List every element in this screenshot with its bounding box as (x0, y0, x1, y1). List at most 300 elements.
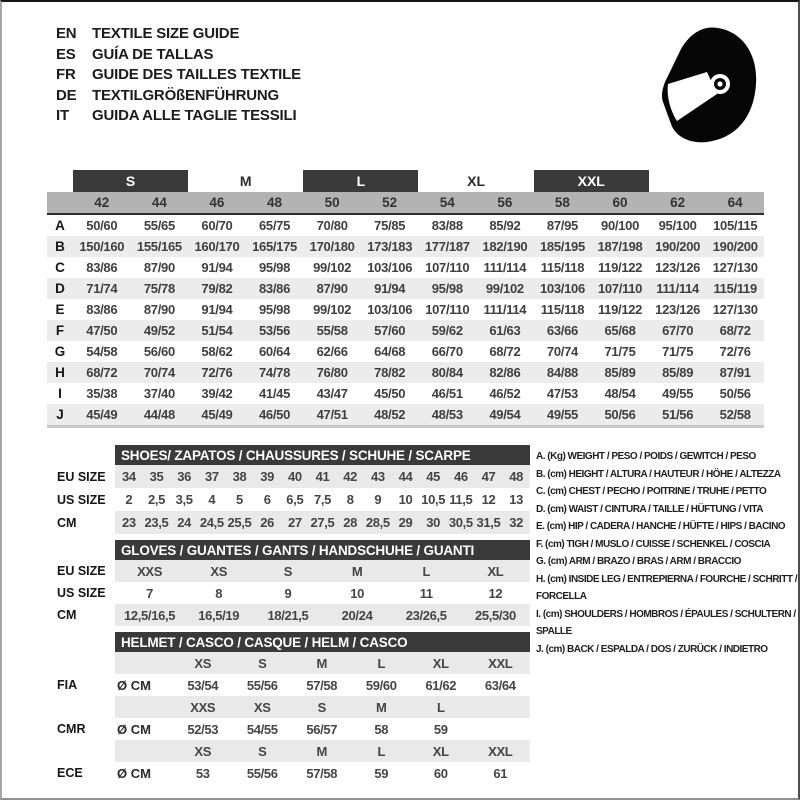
value-cell: 29 (398, 515, 413, 530)
size-cell: XL (432, 655, 449, 671)
value-cell: 13 (509, 492, 524, 507)
row-label: CM (57, 515, 77, 530)
measure-cell: 44/48 (143, 407, 175, 422)
measure-cell: 78/82 (374, 365, 406, 380)
language-row (56, 65, 301, 86)
size-group-xl: XL (467, 173, 486, 189)
numeric-size-cell: 42 (94, 195, 110, 210)
measure-cell: 75/85 (374, 218, 406, 233)
value-cell: 44 (398, 469, 413, 484)
measure-cell: 80/84 (431, 365, 463, 380)
table-bottom-border (47, 425, 764, 428)
measure-cell: 83/88 (431, 218, 463, 233)
numeric-size-spacer (47, 192, 73, 213)
size-group-l: L (303, 170, 418, 192)
numeric-size-cell: 52 (382, 195, 398, 210)
measure-cell: 47/50 (86, 323, 118, 338)
measure-cell: 177/187 (424, 239, 470, 254)
measure-cell: 95/98 (259, 302, 291, 317)
measure-cell: 41/45 (259, 386, 291, 401)
value-cell: 60 (433, 765, 448, 781)
row-label: CM (57, 608, 77, 622)
measure-cell: 66/70 (431, 344, 463, 359)
value-cell: 56/57 (306, 721, 338, 737)
helmet-icon (652, 24, 764, 151)
measure-cell: 170/180 (309, 239, 355, 254)
value-cell: 9 (284, 585, 292, 601)
value-cell: 47 (481, 469, 496, 484)
measure-cell: 74/78 (259, 365, 291, 380)
size-cell: XXS (190, 699, 216, 715)
measure-cell: 61/63 (489, 323, 521, 338)
measure-cell: 111/114 (483, 302, 527, 317)
subtable-row (57, 465, 530, 488)
measure-cell: 50/60 (86, 218, 118, 233)
numeric-size-cell: 48 (267, 195, 283, 210)
value-cell: 35 (149, 469, 164, 484)
size-group-s: S (73, 170, 188, 192)
title-spacer (57, 445, 115, 465)
measure-cell: 127/130 (712, 302, 758, 317)
row-cells (115, 511, 530, 534)
standard-label: FIA (57, 678, 78, 692)
helmet-size-row (57, 696, 530, 718)
numeric-size-cell: 54 (439, 195, 455, 210)
title-spacer (57, 632, 115, 652)
legend-item-c: C. (cm) CHEST / PECHO / POITRINE / TRUHE / PETTO (536, 486, 767, 497)
measure-cell: 115/118 (540, 302, 585, 317)
measure-cell: 83/86 (86, 302, 118, 317)
measure-cell: 87/95 (546, 218, 578, 233)
measure-cell: 45/49 (201, 407, 233, 422)
numeric-size-cell: 44 (151, 195, 167, 210)
measure-cell: 111/114 (483, 260, 527, 275)
measure-cell: 85/89 (662, 365, 694, 380)
measure-cell: 47/53 (546, 386, 578, 401)
value-cell (471, 718, 531, 740)
measure-cell: 48/54 (604, 386, 636, 401)
measure-cell: 46/50 (259, 407, 291, 422)
unit-spacer (115, 740, 173, 762)
value-cell: 26 (260, 515, 275, 530)
measure-cell: 160/170 (194, 239, 240, 254)
legend-item-f: F. (cm) TIGH / MUSLO / CUISSE / SCHENKEL / COSCIA (536, 538, 771, 550)
value-cell: 7 (146, 585, 154, 601)
size-group-spacer (47, 170, 73, 192)
measure-cell: 37/40 (143, 386, 175, 401)
measure-cell: 71/75 (604, 344, 636, 359)
value-cell: 2 (125, 492, 133, 507)
measure-cell: 115/119 (713, 281, 757, 296)
shoes-title-row (57, 445, 530, 465)
subtable-row (57, 511, 530, 534)
legend-list (536, 448, 799, 658)
legend-item-b: B. (cm) HEIGHT / ALTURA / HAUTEUR / HÖHE / ALTEZZA (536, 468, 781, 480)
measure-cell: 67/70 (662, 323, 694, 338)
value-cell: 11 (419, 585, 433, 601)
value-cell: 2,5 (147, 492, 165, 507)
measure-cell: 48/53 (431, 407, 463, 422)
row-label: EU SIZE (57, 469, 106, 484)
title-spacer (57, 540, 115, 560)
measure-cell: 107/110 (597, 281, 643, 296)
measure-cell: 71/74 (86, 281, 118, 296)
measure-row-i (47, 383, 764, 404)
measure-cell: 60/70 (201, 218, 233, 233)
value-cell: 27,5 (310, 515, 335, 530)
value-cell: 30 (426, 515, 441, 530)
measure-cell: 90/100 (601, 218, 640, 233)
unit-spacer (115, 652, 173, 674)
row-label-spacer (57, 652, 115, 674)
size-cell: M (316, 743, 327, 759)
language-label: TEXTILGRÖßENFÜHRUNG (92, 86, 280, 104)
measure-cell: 103/106 (367, 260, 413, 275)
row-letter: B (55, 239, 65, 254)
measure-cell: 82/86 (489, 365, 521, 380)
measure-cell: 62/66 (316, 344, 348, 359)
measure-cell: 35/38 (86, 386, 118, 401)
language-code: IT (56, 107, 69, 124)
unit-cell: Ø CM (117, 765, 151, 781)
measure-cell: 43/47 (316, 386, 348, 401)
measure-row-e (47, 299, 764, 320)
measure-row-a (47, 215, 764, 236)
value-cell: XXS (137, 563, 163, 579)
row-cells (115, 652, 530, 674)
helmet-title-row (57, 632, 530, 652)
measure-cell: 187/198 (597, 239, 643, 254)
row-cells (115, 696, 530, 718)
measure-cell: 72/76 (719, 344, 751, 359)
unit-cell: Ø CM (117, 721, 151, 737)
measure-cell: 45/49 (86, 407, 118, 422)
value-cell: 11,5 (449, 492, 473, 507)
size-cell: XS (253, 699, 271, 715)
measure-cell: 47/51 (316, 407, 348, 422)
textile-size-table (47, 170, 764, 428)
value-cell: 55/56 (246, 765, 278, 781)
legend-item-g: G. (cm) ARM / BRAZO / BRAS / ARM / BRACCIO (536, 556, 741, 567)
measure-cell: 95/98 (431, 281, 463, 296)
size-cell: XL (432, 743, 449, 759)
size-cell: XXL (488, 743, 513, 759)
size-cell: M (316, 655, 327, 671)
helmet-rows (57, 652, 530, 784)
measure-cell: 51/54 (201, 323, 233, 338)
row-letter: A (55, 218, 65, 233)
size-cell: L (377, 655, 386, 671)
value-cell: 6,5 (286, 492, 304, 507)
value-cell: 45 (426, 469, 441, 484)
gloves-table-title: GLOVES / GUANTES / GANTS / HANDSCHUHE / GUANTI (115, 540, 530, 560)
measure-cell: 49/55 (662, 386, 694, 401)
shoes-table-title: SHOES/ ZAPATOS / CHAUSSURES / SCHUHE / SCARPE (115, 445, 530, 465)
value-cell: 40 (287, 469, 302, 484)
measure-row-d (47, 278, 764, 299)
row-label-spacer (57, 740, 115, 762)
value-cell: S (283, 563, 293, 579)
value-cell: 37 (204, 469, 219, 484)
value-cell: 24,5 (199, 515, 224, 530)
language-code: EN (56, 25, 77, 42)
numeric-size-cell: 62 (670, 195, 686, 210)
measure-cell: 79/82 (201, 281, 233, 296)
value-cell: M (351, 563, 363, 579)
measure-cell: 72/76 (201, 365, 233, 380)
language-label: GUÍA DE TALLAS (92, 45, 214, 63)
value-cell: 57/58 (306, 677, 338, 693)
value-cell: 3,5 (175, 492, 193, 507)
value-cell: 23/26,5 (405, 607, 447, 623)
measure-row-j (47, 404, 764, 425)
measure-cell: 63/66 (546, 323, 578, 338)
helmet-size-row (57, 740, 530, 762)
measure-cell: 111/114 (656, 281, 699, 296)
gloves-title-row (57, 540, 530, 560)
value-cell: 6 (263, 492, 271, 507)
size-group-row (47, 170, 764, 192)
subtable-row (57, 560, 530, 582)
value-cell: 16,5/19 (198, 607, 240, 623)
row-cells (115, 488, 530, 511)
measure-cell: 95/100 (658, 218, 697, 233)
measure-cell: 150/160 (79, 239, 125, 254)
value-cell: 59 (374, 765, 389, 781)
measure-cell: 84/88 (546, 365, 578, 380)
value-cell: 30,5 (448, 515, 473, 530)
legend-item-i: I. (cm) SHOULDERS / HOMBROS / ÉPAULES / SCHULTERN / SPALLE (536, 608, 796, 637)
measure-cell: 58/62 (201, 344, 233, 359)
value-cell: 59 (433, 721, 448, 737)
value-cell: 12 (481, 492, 496, 507)
measure-cell: 127/130 (712, 260, 758, 275)
value-cell: 61 (493, 765, 508, 781)
shoes-rows (57, 465, 530, 534)
measure-cell: 119/122 (597, 260, 643, 275)
row-cells (115, 740, 530, 762)
legend-item-e: E. (cm) HIP / CADERA / HANCHE / HÜFTE / HIPS / BACINO (536, 521, 786, 532)
measure-cell: 182/190 (482, 239, 528, 254)
measure-cell: 173/183 (367, 239, 413, 254)
measure-cell: 91/94 (201, 302, 233, 317)
measure-cell: 52/58 (719, 407, 751, 422)
numeric-size-cell: 56 (497, 195, 513, 210)
measure-cell: 56/60 (143, 344, 175, 359)
measure-cell: 103/106 (539, 281, 585, 296)
value-cell: 36 (177, 469, 192, 484)
language-row (56, 106, 301, 127)
value-cell: 18/21,5 (267, 607, 309, 623)
measure-cell: 49/52 (143, 323, 175, 338)
language-label: GUIDA ALLE TAGLIE TESSILI (92, 107, 297, 124)
gloves-rows (57, 560, 530, 626)
value-cell: XL (487, 563, 504, 579)
measure-row-h (47, 362, 764, 383)
value-cell: 9 (374, 492, 382, 507)
row-cells (115, 762, 530, 784)
row-cells (115, 604, 530, 626)
value-cell: 53/54 (187, 677, 219, 693)
measure-cell: 59/62 (431, 323, 463, 338)
measure-cell: 71/75 (662, 344, 694, 359)
row-label: EU SIZE (57, 564, 106, 578)
subtable-row (57, 604, 530, 626)
measure-cell: 50/56 (604, 407, 636, 422)
value-cell: 24 (177, 515, 192, 530)
size-cell: L (377, 743, 386, 759)
size-cell: M (376, 699, 387, 715)
measure-cell: 190/200 (712, 239, 758, 254)
measure-cell: 39/42 (201, 386, 233, 401)
value-cell: XS (210, 563, 228, 579)
value-cell: 58 (374, 721, 389, 737)
size-cell: S (317, 699, 326, 715)
value-cell: 53 (195, 765, 210, 781)
language-label: TEXTILE SIZE GUIDE (92, 25, 240, 42)
measure-cell: 115/118 (540, 260, 585, 275)
measure-row-f (47, 320, 764, 341)
row-label-spacer (57, 696, 115, 718)
value-cell: 8 (215, 585, 223, 601)
value-cell: 38 (232, 469, 247, 484)
language-label: GUIDE DES TAILLES TEXTILE (92, 66, 301, 83)
measure-cell: 55/58 (316, 323, 348, 338)
value-cell: 5 (236, 492, 243, 507)
value-cell: 31,5 (476, 515, 501, 530)
measure-cell: 70/74 (546, 344, 578, 359)
numeric-size-cell: 46 (209, 195, 225, 210)
measure-cell: 55/65 (143, 218, 175, 233)
helmet-value-row (57, 718, 530, 740)
language-code: DE (56, 86, 77, 104)
value-cell: 63/64 (484, 677, 516, 693)
measure-cell: 68/72 (86, 365, 118, 380)
value-cell: 59/60 (365, 677, 397, 693)
measure-cell: 87/91 (719, 365, 751, 380)
measure-cell: 85/89 (604, 365, 636, 380)
size-cell: S (258, 655, 267, 671)
shoes-table (57, 445, 530, 534)
size-group-m: M (239, 173, 252, 189)
measure-cell: 83/86 (259, 281, 291, 296)
size-cell: XS (194, 655, 212, 671)
measure-cell: 54/58 (86, 344, 118, 359)
value-cell: 55/56 (246, 677, 278, 693)
size-cell (471, 696, 531, 718)
language-row (56, 24, 301, 45)
measure-cell: 49/55 (546, 407, 578, 422)
measure-cell: 99/102 (485, 281, 524, 296)
value-cell: 12,5/16,5 (124, 607, 176, 623)
row-letter: D (55, 281, 65, 296)
measure-cell: 190/200 (655, 239, 701, 254)
row-letter: J (56, 407, 64, 422)
measure-cell: 105/115 (713, 218, 758, 233)
value-cell: 54/55 (246, 721, 278, 737)
standard-label: ECE (57, 766, 83, 780)
measure-cell: 45/50 (374, 386, 406, 401)
size-group-xxl: XXL (534, 170, 649, 192)
value-cell: 48 (509, 469, 524, 484)
measure-cell: 60/64 (259, 344, 291, 359)
value-cell: 12 (488, 585, 503, 601)
subtable-row (57, 488, 530, 511)
measure-cell: 50/56 (719, 386, 751, 401)
row-cells (115, 674, 530, 696)
measure-cell: 70/74 (143, 365, 175, 380)
value-cell: 34 (121, 469, 136, 484)
unit-spacer (115, 696, 173, 718)
value-cell: 28,5 (365, 515, 390, 530)
size-cell: S (258, 743, 267, 759)
measure-cell: 68/72 (719, 323, 751, 338)
value-cell: 25,5 (227, 515, 252, 530)
row-label: US SIZE (57, 492, 106, 507)
legend-item-d: D. (cm) WAIST / CINTURA / TAILLE / HÜFTUNG / VITA (536, 503, 763, 515)
size-group-spacer (649, 170, 707, 192)
measure-cell: 107/110 (425, 302, 470, 317)
value-cell: 4 (208, 492, 216, 507)
measure-cell: 87/90 (316, 281, 348, 296)
legend-item-h: H. (cm) INSIDE LEG / ENTREPIERNA / FOURCHE / SCHRITT / FORCELLA (536, 573, 797, 602)
numeric-size-cell: 50 (324, 195, 340, 210)
value-cell: 10 (398, 492, 413, 507)
row-cells (115, 560, 530, 582)
language-code: ES (56, 45, 76, 63)
value-cell: 39 (260, 469, 275, 484)
value-cell: 52/53 (187, 721, 219, 737)
numeric-size-row (47, 192, 764, 215)
row-letter: I (58, 386, 62, 401)
measure-cell: 76/80 (316, 365, 348, 380)
measure-cell: 123/126 (655, 260, 701, 275)
row-cells (115, 582, 530, 604)
row-letter: C (55, 260, 65, 275)
measure-cell: 64/68 (374, 344, 406, 359)
value-cell: 20/24 (341, 607, 373, 623)
value-cell: 57/58 (306, 765, 338, 781)
unit-cell: Ø CM (117, 677, 151, 693)
value-cell: 10,5 (421, 492, 446, 507)
value-cell: 27 (287, 515, 302, 530)
row-letter: G (54, 344, 66, 359)
measure-row-b (47, 236, 764, 257)
measure-cell: 57/60 (374, 323, 406, 338)
value-cell: 32 (509, 515, 524, 530)
measure-cell: 119/122 (597, 302, 643, 317)
language-row (56, 86, 301, 107)
value-cell: L (422, 563, 431, 579)
measure-cell: 87/90 (143, 302, 175, 317)
measure-cell: 65/75 (259, 218, 291, 233)
value-cell: 8 (346, 492, 354, 507)
row-cells (115, 465, 530, 488)
value-cell: 23,5 (144, 515, 169, 530)
value-cell: 28 (343, 515, 358, 530)
measure-cell: 70/80 (316, 218, 348, 233)
measure-cell: 46/51 (431, 386, 463, 401)
helmet-table-title: HELMET / CASCO / CASQUE / HELM / CASCO (115, 632, 530, 652)
row-letter: H (55, 365, 65, 380)
subtable-row (57, 582, 530, 604)
value-cell: 61/62 (425, 677, 457, 693)
measure-cell: 51/56 (662, 407, 694, 422)
numeric-size-cell: 58 (554, 195, 570, 210)
standard-label: CMR (57, 722, 86, 736)
measure-cell: 91/94 (374, 281, 406, 296)
measure-cell: 49/54 (489, 407, 521, 422)
